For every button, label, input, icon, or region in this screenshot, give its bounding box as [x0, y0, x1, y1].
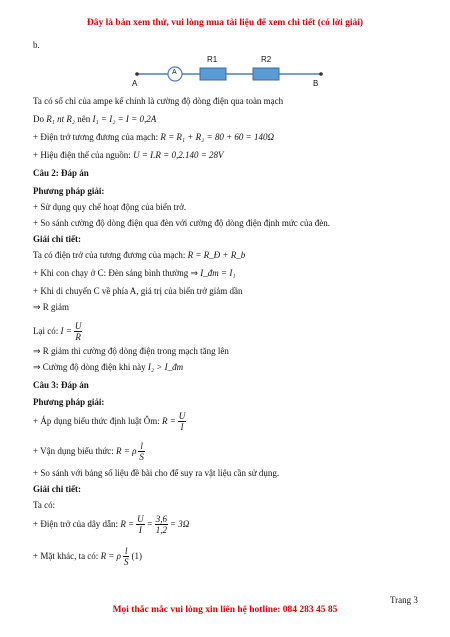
question-heading: Câu 2: Đáp án	[33, 168, 89, 178]
text-line: + Điện trở của dây dẫn: R = $\frac{U}{I}$ = $\frac{3,6}{1,2}$ = 3Ω	[33, 514, 190, 536]
hotline-banner: Mọi thắc mắc vui lòng xin liên hệ hotline: 084 283 45 85	[112, 605, 338, 615]
text-line: + Khi di chuyển C về phía A, giá trị của biến trở giảm dần	[33, 286, 243, 296]
circuit-diagram	[125, 52, 335, 94]
text-line: Ta có điện trở của tương đương của mạch: R = R_Đ + R_b	[33, 250, 246, 260]
text-line: Lại có: I = $\frac{U}{R}$	[33, 321, 82, 343]
text-line: + Khi con chạy ở C: Đèn sáng bình thường ⇒ I_đm = I₁	[33, 268, 236, 278]
node-a-dot	[135, 72, 139, 76]
text-line: + Mặt khác, ta có: R = ρ $\frac{l}{S}$ (1)	[33, 546, 142, 568]
text-line: + Hiệu điện thế của nguồn: U = I.R = 0,2.140 = 28V	[33, 150, 224, 160]
section-heading: Phương pháp giải:	[33, 397, 105, 407]
page-number: Trang 3	[390, 595, 418, 605]
section-heading: Giải chi tiết:	[33, 234, 81, 244]
r1-label: R1	[207, 55, 218, 64]
resistor-r1	[200, 68, 226, 80]
text-line: ⇒ Cường độ dòng điện khi này I₂ > I_đm	[33, 362, 184, 372]
text-line: + So sánh cường độ dòng điện qua đèn với cường độ dòng điện định mức của đèn.	[33, 218, 330, 228]
resistor-r2	[253, 68, 279, 80]
node-b-dot	[319, 72, 323, 76]
text-line: ⇒ R giảm	[33, 302, 70, 312]
node-a-label: A	[132, 79, 138, 88]
question-heading: Câu 3: Đáp án	[33, 380, 89, 390]
text-line: Ta có số chỉ của ampe kế chính là cường độ dòng điện qua toàn mạch	[33, 96, 284, 106]
section-heading: Phương pháp giải:	[33, 186, 105, 196]
node-b-label: B	[313, 79, 319, 88]
r2-label: R2	[261, 55, 272, 64]
section-heading: Giải chi tiết:	[33, 484, 81, 494]
ammeter-label: A	[172, 69, 177, 76]
text-line: + Điện trở tương đương của mạch: R = R₁ + R₂ = 80 + 60 = 140Ω	[33, 132, 274, 142]
text-line: + Sử dụng quy chế hoạt động của biến trở.	[33, 202, 187, 212]
part-label: b.	[33, 40, 40, 50]
text-line: ⇒ R giảm thì cường độ dòng điện trong mạch tăng lên	[33, 346, 229, 356]
text-line: Do R₁ nt R₂ nên I₁ = I₂ = I = 0,2A	[33, 114, 157, 124]
text-line: + Áp dụng biểu thức định luật Ôm: R = $\frac{U}{I}$	[33, 411, 186, 433]
text-line: Ta có:	[33, 500, 56, 510]
preview-banner: Đây là bản xem thử, vui lòng mua tài liệu để xem chi tiết (có lời giải)	[86, 18, 364, 28]
text-line: + So sánh với bảng số liệu đề bài cho để suy ra vật liệu cần sử dụng.	[33, 468, 280, 478]
text-line: + Vận dụng biểu thức: R = ρ $\frac{l}{S}$	[33, 441, 144, 463]
